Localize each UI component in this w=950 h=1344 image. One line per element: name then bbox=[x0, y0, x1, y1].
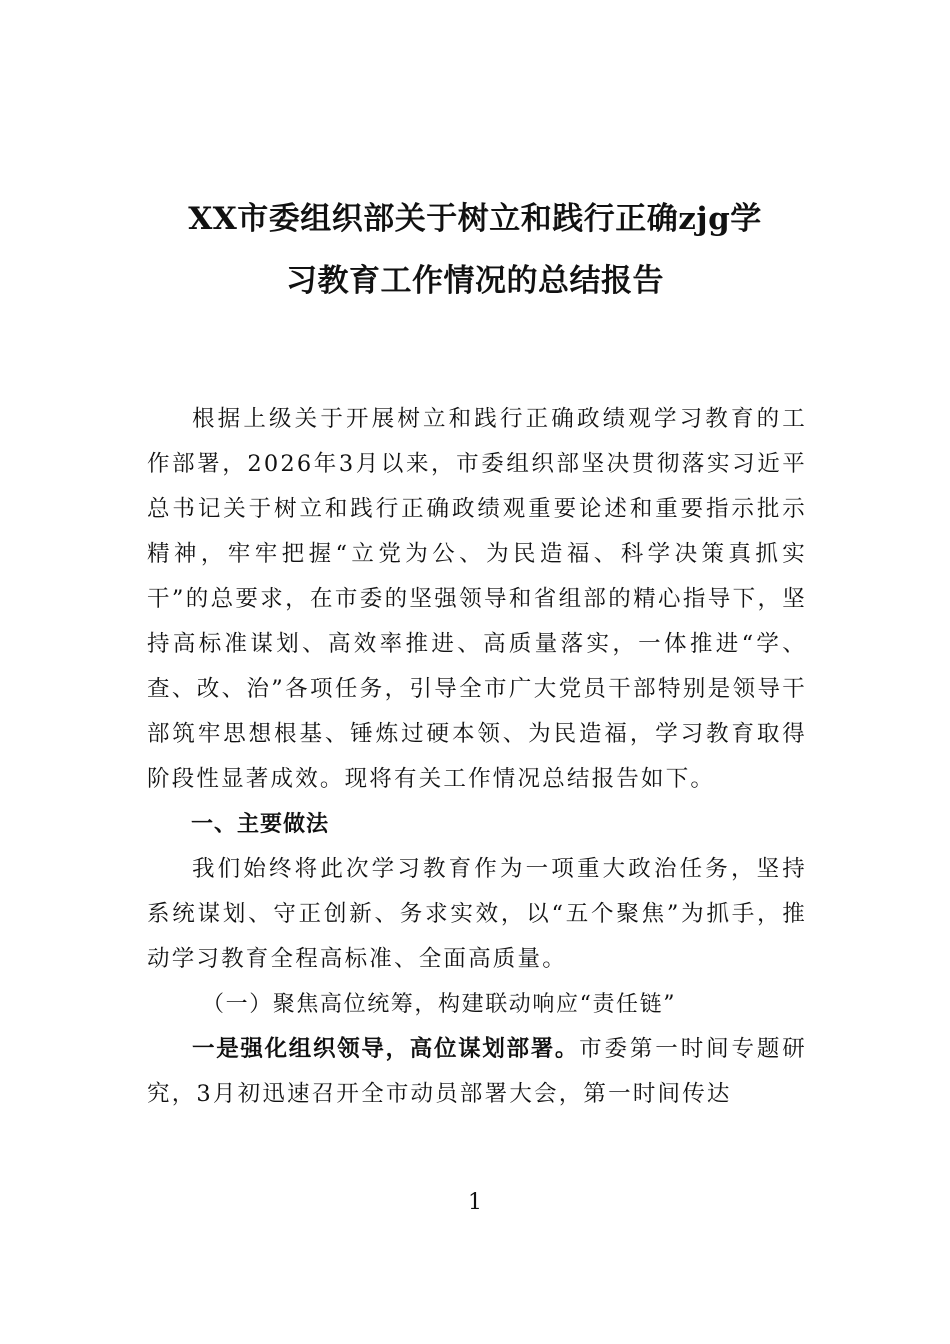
title-line-2: 习教育工作情况的总结报告 bbox=[286, 263, 664, 299]
section-paragraph: 我们始终将此次学习教育作为一项重大政治任务，坚持系统谋划、守正创新、务求实效，以“五个聚焦”为抓手，推动学习教育全程高标准、全面高质量。 bbox=[147, 856, 807, 972]
intro-paragraph: 根据上级关于开展树立和践行正确政绩观学习教育的工作部署，2026年3月以来，市委组织部坚决贯彻落实习近平总书记关于树立和践行正确政绩观重要论述和重要指示批示精神，牢牢把握“立党为公、为民造福、科学决策真抓实干”的总要求，在市委的坚强领导和省组部的精心指导下，坚持高标准谋划、高效率推进、高质量落实，一体推进“学、查、改、治”各项任务，引导全市广大党员干部特别是领导干部筑牢思想根基、锤炼过硬本领、为民造福，学习教育取得阶段性显著成效。现将有关工作情况总结报告如下。 bbox=[147, 406, 807, 792]
point-lead: 一是强化组织领导，高位谋划部署。 bbox=[192, 1036, 580, 1062]
title-line-1: XX市委组织部关于树立和践行正确zjg学 bbox=[188, 201, 762, 237]
page-number: 1 bbox=[468, 1190, 482, 1215]
point-text: 市委第一时间专题研究，3月初迅速召开全市动员部署大会，第一时间传达 bbox=[147, 1036, 807, 1107]
document-title bbox=[120, 188, 830, 312]
subsection-heading: （一）聚焦高位统筹，构建联动响应“责任链” bbox=[202, 992, 677, 1017]
document-body bbox=[147, 397, 807, 1117]
section-heading-main-practices: 一、主要做法 bbox=[191, 812, 330, 837]
point-paragraph bbox=[147, 1027, 807, 1117]
